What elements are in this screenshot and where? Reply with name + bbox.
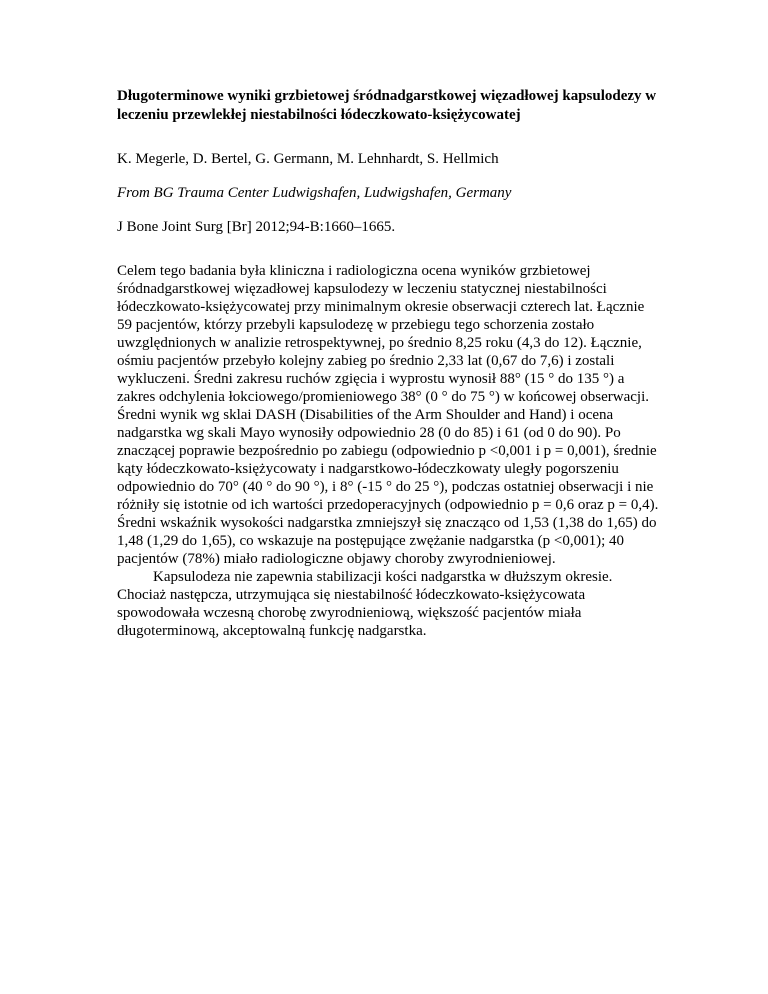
abstract xyxy=(117,262,660,640)
author-list: K. Megerle, D. Bertel, G. Germann, M. Lehnhardt, S. Hellmich xyxy=(117,151,499,167)
abstract-paragraph: Celem tego badania była kliniczna i radiologiczna ocena wyników grzbietowej śródnadgarstkowej więzadłowej kapsulodezy w leczeniu statycznej niestabilności łódeczkowato-księżycowatej przy minimalnym okresie obserwacji czterech lat. Łącznie 59 pacjentów, którzy przebyli kapsulodezę w przebiegu tego schorzenia zostało uwzględnionych w analizie retrospektywnej, po średnio 8,25 roku (4,3 do 12). Łącznie, ośmiu pacjentów przebyło kolejny zabieg po średnio 2,33 lat (0,67 do 7,6) i zostali wykluczeni. Średni zakresu ruchów zgięcia i wyprostu wynosił 88° (15 ° do 135 °) a zakres odchylenia łokciowego/promieniowego 38° (0 ° do 75 °) w końcowej obserwacji. Średni wynik wg sklai DASH (Disabilities of the Arm Shoulder and Hand) i ocena nadgarstka wg skali Mayo wynosiły odpowiednio 28 (0 do 85) i 61 (od 0 do 90). Po znaczącej poprawie bezpośrednio po zabiegu (odpowiednio p <0,001 i p = 0,001), średnie kąty łódeczkowato-księżycowaty i nadgarstkowo-łódeczkowaty uległy pogorszeniu odpowiednio do 70° (40 ° do 90 °), i 8° (-15 ° do 25 °), podczas ostatniej obserwacji i nie różniły się istotnie od ich wartości przedoperacyjnych (odpowiednio p = 0,6 oraz p = 0,4). Średni wskaźnik wysokości nadgarstka zmniejszył się znacząco od 1,53 (1,38 do 1,65) do 1,48 (1,29 do 1,65), co wskazuje na postępujące zwężanie nadgarstka (p <0,001); 40 pacjentów (78%) miało radiologiczne objawy choroby zwyrodnieniowej. xyxy=(117,263,659,567)
abstract-conclusion-paragraph: Kapsulodeza nie zapewnia stabilizacji kości nadgarstka w dłuższym okresie. Chociaż następcza, utrzymująca się niestabilność łódeczkowato-księżycowata spowodowała wczesną chorobę zwyrodnieniową, większość pacjentów miała długoterminową, akceptowalną funkcję nadgarstka. xyxy=(117,569,613,639)
document-title: Długoterminowe wyniki grzbietowej śródnadgarstkowej więzadłowej kapsulodezy w leczeniu przewlekłej niestabilności łódeczkowato-księżycowatej xyxy=(117,88,657,123)
journal-citation: J Bone Joint Surg [Br] 2012;94-B:1660–1665. xyxy=(117,219,396,235)
author-affiliation: From BG Trauma Center Ludwigshafen, Ludwigshafen, Germany xyxy=(117,185,512,201)
